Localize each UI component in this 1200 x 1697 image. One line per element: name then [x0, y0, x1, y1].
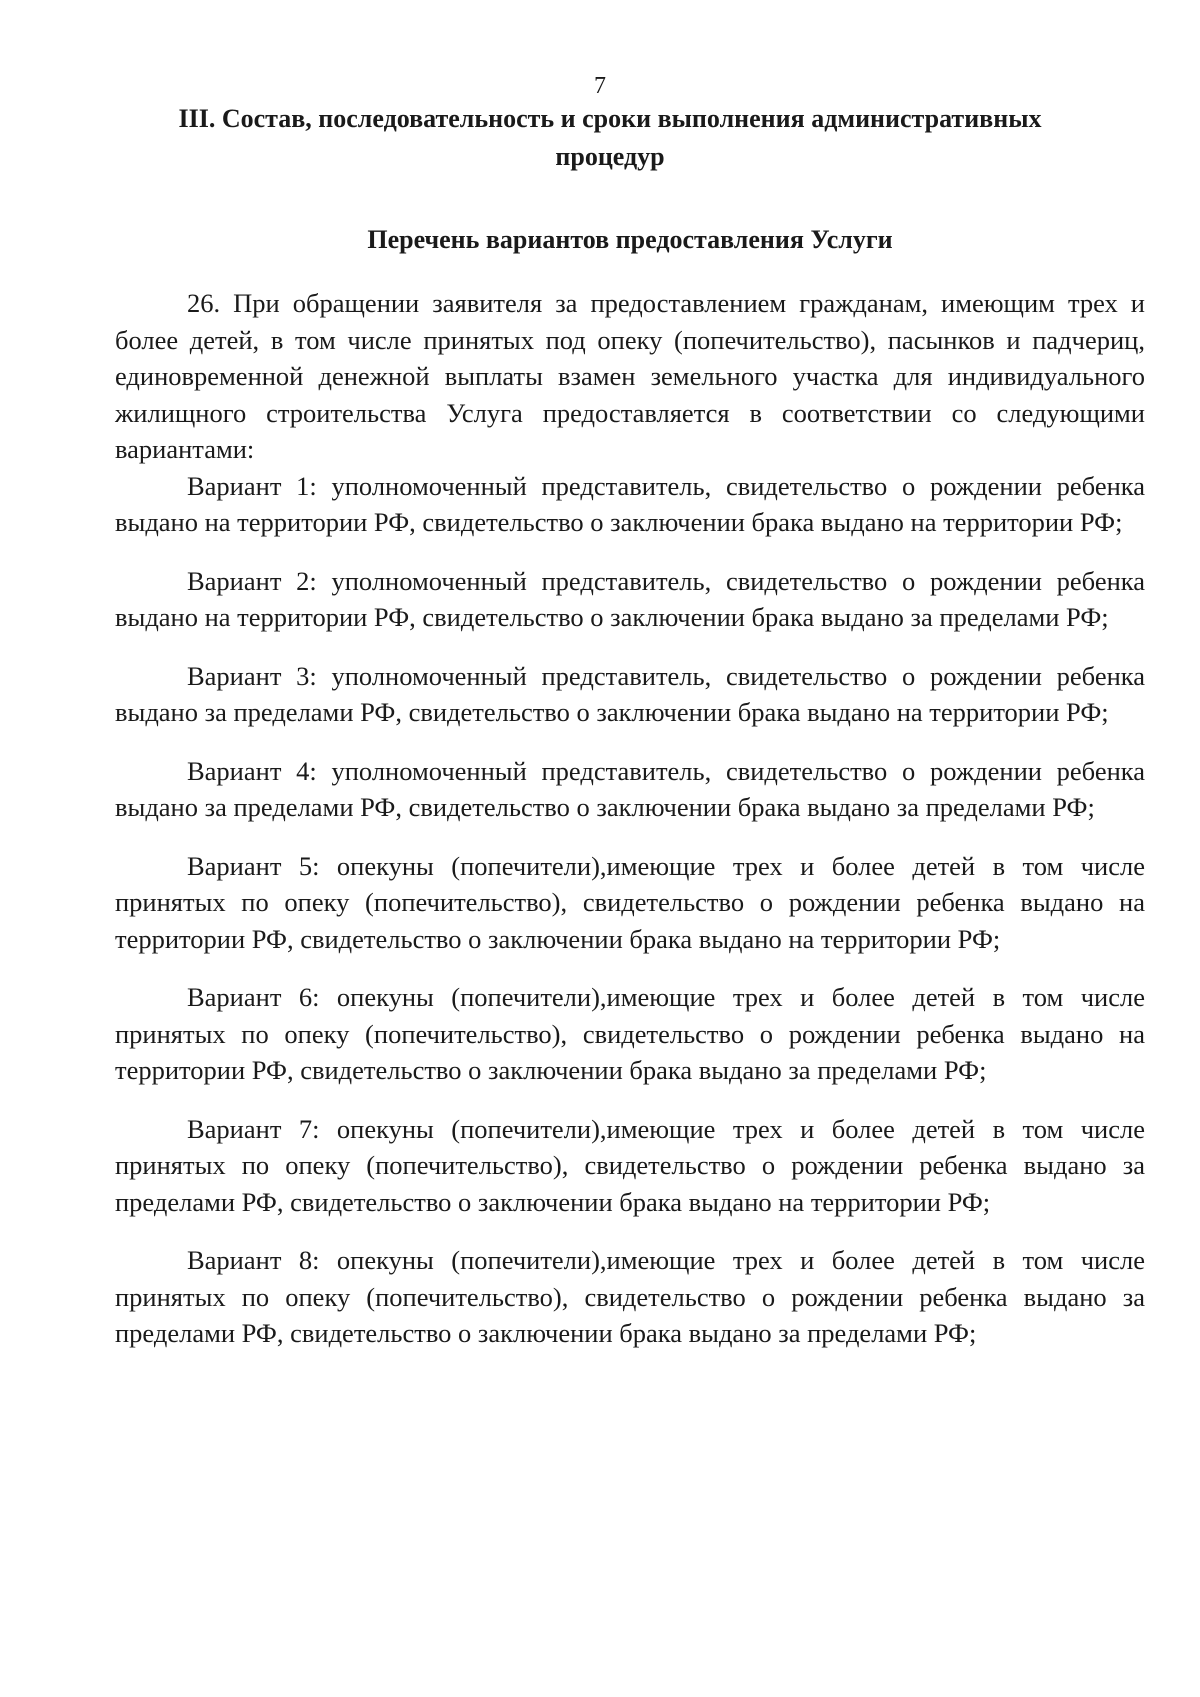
- variant-1-paragraph: Вариант 1: уполномоченный представитель, свидетельство о рождении ребенка выдано на территории РФ, свидетельство о заключении брака выдано на территории РФ;: [115, 470, 1145, 537]
- variant-8-paragraph: Вариант 8: опекуны (попечители),имеющие трех и более детей в том числе принятых по опеку (попечительство), свидетельство о рождении ребенка выдано за пределами РФ, свидетельство о заключении брака выдано за пределами РФ;: [115, 1245, 1145, 1348]
- subsection-title: Перечень вариантов предоставления Услуги: [367, 225, 893, 254]
- page-number: 7: [594, 73, 606, 99]
- variant-2-paragraph: Вариант 2: уполномоченный представитель, свидетельство о рождении ребенка выдано на территории РФ, свидетельство о заключении брака выдано за пределами РФ;: [115, 565, 1145, 632]
- variant-5-paragraph: Вариант 5: опекуны (попечители),имеющие трех и более детей в том числе принятых по опеку (попечительство), свидетельство о рождении ребенка выдано на территории РФ, свидетельство о заключении брака выдано на территории РФ;: [115, 850, 1145, 954]
- variant-3-paragraph: Вариант 3: уполномоченный представитель, свидетельство о рождении ребенка выдано за пределами РФ, свидетельство о заключении брака выдано на территории РФ;: [115, 660, 1145, 727]
- intro-paragraph: 26. При обращении заявителя за предоставлением гражданам, имеющим трех и более детей, в том числе принятых под опеку (попечительство), пасынков и падчериц, единовременной денежной выплаты взамен земельного участка для индивидуального жилищного строительства Услуга предоставляется в соответствии со следующими вариантами:: [115, 288, 1145, 464]
- variant-7-paragraph: Вариант 7: опекуны (попечители),имеющие трех и более детей в том числе принятых по опеку (попечительство), свидетельство о рождении ребенка выдано за пределами РФ, свидетельство о заключении брака выдано на территории РФ;: [115, 1113, 1145, 1217]
- variant-6-paragraph: Вариант 6: опекуны (попечители),имеющие трех и более детей в том числе принятых по опеку (попечительство), свидетельство о рождении ребенка выдано на территории РФ, свидетельство о заключении брака выдано за пределами РФ;: [115, 982, 1145, 1085]
- document-body: [115, 285, 1145, 1374]
- variant-4-paragraph: Вариант 4: уполномоченный представитель, свидетельство о рождении ребенка выдано за пределами РФ, свидетельство о заключении брака выдано за пределами РФ;: [115, 755, 1145, 822]
- section-title: III. Состав, последовательность и сроки выполнения административных процедур: [178, 104, 1042, 171]
